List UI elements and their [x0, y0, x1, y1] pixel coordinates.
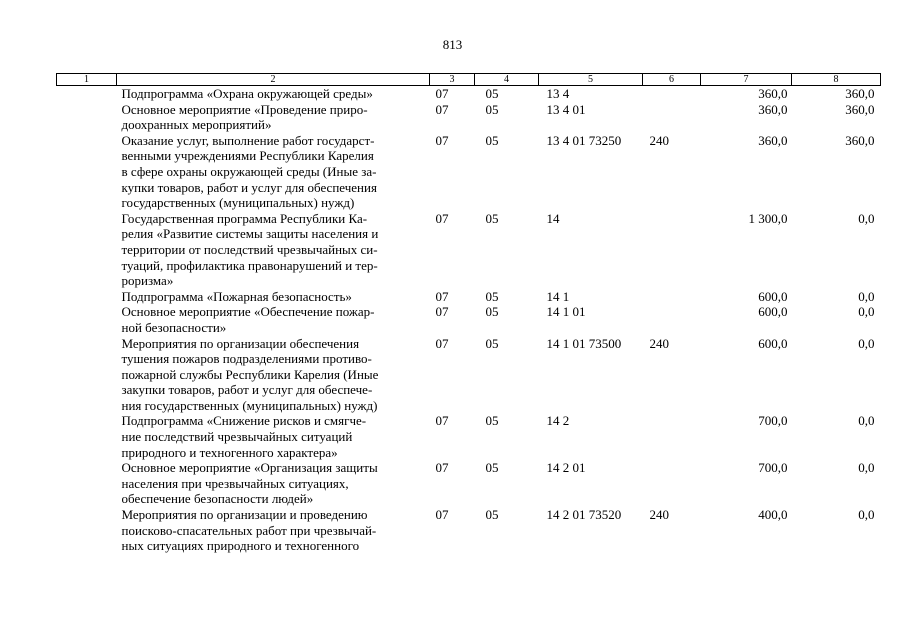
table-row	[57, 86, 881, 102]
table-row	[57, 102, 881, 133]
cell-expense-type	[643, 413, 701, 460]
cell-target-article: 13 4 01	[546, 101, 586, 117]
cell-amount-year1: 600,0	[758, 288, 788, 304]
header-row	[57, 74, 881, 86]
cell-amount-year1: 700,0	[758, 460, 788, 476]
name-line: ных ситуациях природного и техногенного	[121, 538, 360, 554]
cell-index	[57, 507, 117, 554]
cell-expense-type	[643, 86, 701, 102]
cell-subsection: 05	[485, 460, 499, 476]
cell-subsection: 05	[485, 86, 499, 101]
name-line: Оказание услуг, выполнение работ государст-	[121, 132, 375, 148]
cell-name	[117, 507, 430, 554]
column-header: 1	[57, 74, 117, 86]
cell-amount-year2: 0,0	[858, 335, 875, 351]
cell-subsection: 05	[485, 132, 499, 148]
cell-index	[57, 460, 117, 507]
cell-expense-type	[643, 304, 701, 335]
name-line: обеспечение безопасности людей»	[121, 491, 314, 507]
cell-amount-year1: 600,0	[758, 304, 788, 320]
cell-index	[57, 336, 117, 414]
cell-section: 07	[435, 288, 449, 304]
name-line: государственных (муниципальных) нужд)	[121, 195, 355, 211]
column-header: 3	[430, 74, 475, 86]
name-line: населения при чрезвычайных ситуациях,	[121, 475, 349, 491]
cell-subsection: 05	[485, 335, 499, 351]
cell-index	[57, 211, 117, 289]
column-header: 2	[117, 74, 430, 86]
name-line: Подпрограмма «Пожарная безопасность»	[121, 288, 352, 304]
cell-amount-year1: 400,0	[758, 507, 788, 523]
page-number: 813	[442, 37, 463, 52]
name-line: Подпрограмма «Снижение рисков и смягче-	[121, 413, 367, 429]
cell-target-article: 13 4	[546, 86, 570, 101]
cell-expense-type: 240	[649, 335, 669, 351]
column-header: 8	[792, 74, 881, 86]
cell-section: 07	[435, 413, 449, 429]
cell-amount-year2: 0,0	[858, 210, 875, 226]
cell-target-article: 14 1 01 73500	[546, 335, 622, 351]
name-line: в сфере охраны окружающей среды (Иные за-	[121, 163, 377, 179]
cell-target-article: 14 2 01 73520	[546, 507, 622, 523]
name-line: купки товаров, работ и услуг для обеспечения	[121, 179, 377, 195]
table-body	[57, 86, 881, 554]
cell-name	[117, 336, 430, 414]
cell-target-article: 14 2	[546, 413, 570, 429]
name-line: ние последствий чрезвычайных ситуаций	[121, 429, 353, 445]
name-line: Основное мероприятие «Проведение приро-	[121, 101, 368, 117]
cell-expense-type	[643, 102, 701, 133]
cell-amount-year2: 360,0	[845, 132, 875, 148]
name-line: Основное мероприятие «Обеспечение пожар-	[121, 304, 375, 320]
name-line: роризма»	[121, 273, 174, 289]
name-line: Государственная программа Республики Ка-	[121, 210, 368, 226]
name-line: доохранных мероприятий»	[121, 117, 272, 133]
table-row	[57, 304, 881, 335]
cell-name	[117, 460, 430, 507]
table-row	[57, 289, 881, 305]
cell-target-article: 14 1 01	[546, 304, 586, 320]
cell-name	[117, 133, 430, 211]
name-line: венными учреждениями Республики Карелия	[121, 148, 374, 164]
cell-subsection: 05	[485, 413, 499, 429]
cell-amount-year1: 360,0	[758, 86, 788, 101]
name-line: Основное мероприятие «Организация защиты	[121, 460, 378, 476]
cell-section: 07	[435, 86, 449, 101]
cell-amount-year1: 700,0	[758, 413, 788, 429]
name-line: поисково-спасательных работ при чрезвычай-	[121, 522, 377, 538]
cell-amount-year2: 360,0	[845, 86, 875, 101]
cell-amount-year2: 0,0	[858, 460, 875, 476]
cell-section: 07	[435, 507, 449, 523]
cell-subsection: 05	[485, 507, 499, 523]
name-line: Мероприятия по организации обеспечения	[121, 335, 360, 351]
cell-index	[57, 413, 117, 460]
cell-name	[117, 304, 430, 335]
cell-name	[117, 289, 430, 305]
cell-amount-year2: 0,0	[858, 413, 875, 429]
cell-amount-year2: 0,0	[858, 304, 875, 320]
name-line: пожарной службы Республики Карелия (Иные	[121, 366, 379, 382]
cell-section: 07	[435, 304, 449, 320]
cell-target-article: 14 1	[546, 288, 570, 304]
column-header: 6	[643, 74, 701, 86]
cell-expense-type	[643, 289, 701, 305]
table-row	[57, 413, 881, 460]
cell-section: 07	[435, 101, 449, 117]
name-line: природного и техногенного характера»	[121, 444, 338, 460]
column-header: 4	[475, 74, 539, 86]
cell-section: 07	[435, 460, 449, 476]
column-header: 5	[539, 74, 643, 86]
cell-amount-year2: 0,0	[858, 288, 875, 304]
name-line: ной безопасности»	[121, 319, 227, 335]
cell-expense-type: 240	[649, 507, 669, 523]
cell-amount-year2: 0,0	[858, 507, 875, 523]
cell-expense-type	[643, 460, 701, 507]
cell-subsection: 05	[485, 288, 499, 304]
table-row	[57, 336, 881, 414]
name-line: закупки товаров, работ и услуг для обеспече-	[121, 382, 373, 398]
name-line: Подпрограмма «Охрана окружающей среды»	[121, 86, 373, 101]
table-row	[57, 507, 881, 554]
name-line: Мероприятия по организации и проведению	[121, 507, 368, 523]
cell-section: 07	[435, 335, 449, 351]
name-line: территории от последствий чрезвычайных си-	[121, 241, 378, 257]
budget-table	[56, 73, 881, 554]
cell-section: 07	[435, 132, 449, 148]
cell-amount-year1: 360,0	[758, 101, 788, 117]
name-line: релия «Развитие системы защиты населения и	[121, 226, 379, 242]
cell-expense-type	[643, 211, 701, 289]
cell-amount-year2: 360,0	[845, 101, 875, 117]
cell-subsection: 05	[485, 210, 499, 226]
name-line: тушения пожаров подразделениями противо-	[121, 351, 372, 367]
cell-section: 07	[435, 210, 449, 226]
cell-expense-type: 240	[649, 132, 669, 148]
cell-index	[57, 289, 117, 305]
cell-index	[57, 102, 117, 133]
cell-index	[57, 304, 117, 335]
table-header	[57, 74, 881, 86]
cell-subsection: 05	[485, 304, 499, 320]
table-row	[57, 211, 881, 289]
cell-index	[57, 86, 117, 102]
cell-name	[117, 102, 430, 133]
cell-target-article: 14	[546, 210, 560, 226]
cell-subsection: 05	[485, 101, 499, 117]
name-line: туаций, профилактика правонарушений и тер-	[121, 257, 378, 273]
cell-name	[117, 211, 430, 289]
table-row	[57, 133, 881, 211]
cell-amount-year1: 600,0	[758, 335, 788, 351]
cell-target-article: 13 4 01 73250	[546, 132, 622, 148]
column-header: 7	[701, 74, 792, 86]
name-line: ния государственных (муниципальных) нужд)	[121, 397, 378, 413]
cell-target-article: 14 2 01	[546, 460, 586, 476]
cell-name	[117, 86, 430, 102]
cell-amount-year1: 360,0	[758, 132, 788, 148]
cell-index	[57, 133, 117, 211]
table-row	[57, 460, 881, 507]
cell-name	[117, 413, 430, 460]
cell-amount-year1: 1 300,0	[748, 210, 788, 226]
